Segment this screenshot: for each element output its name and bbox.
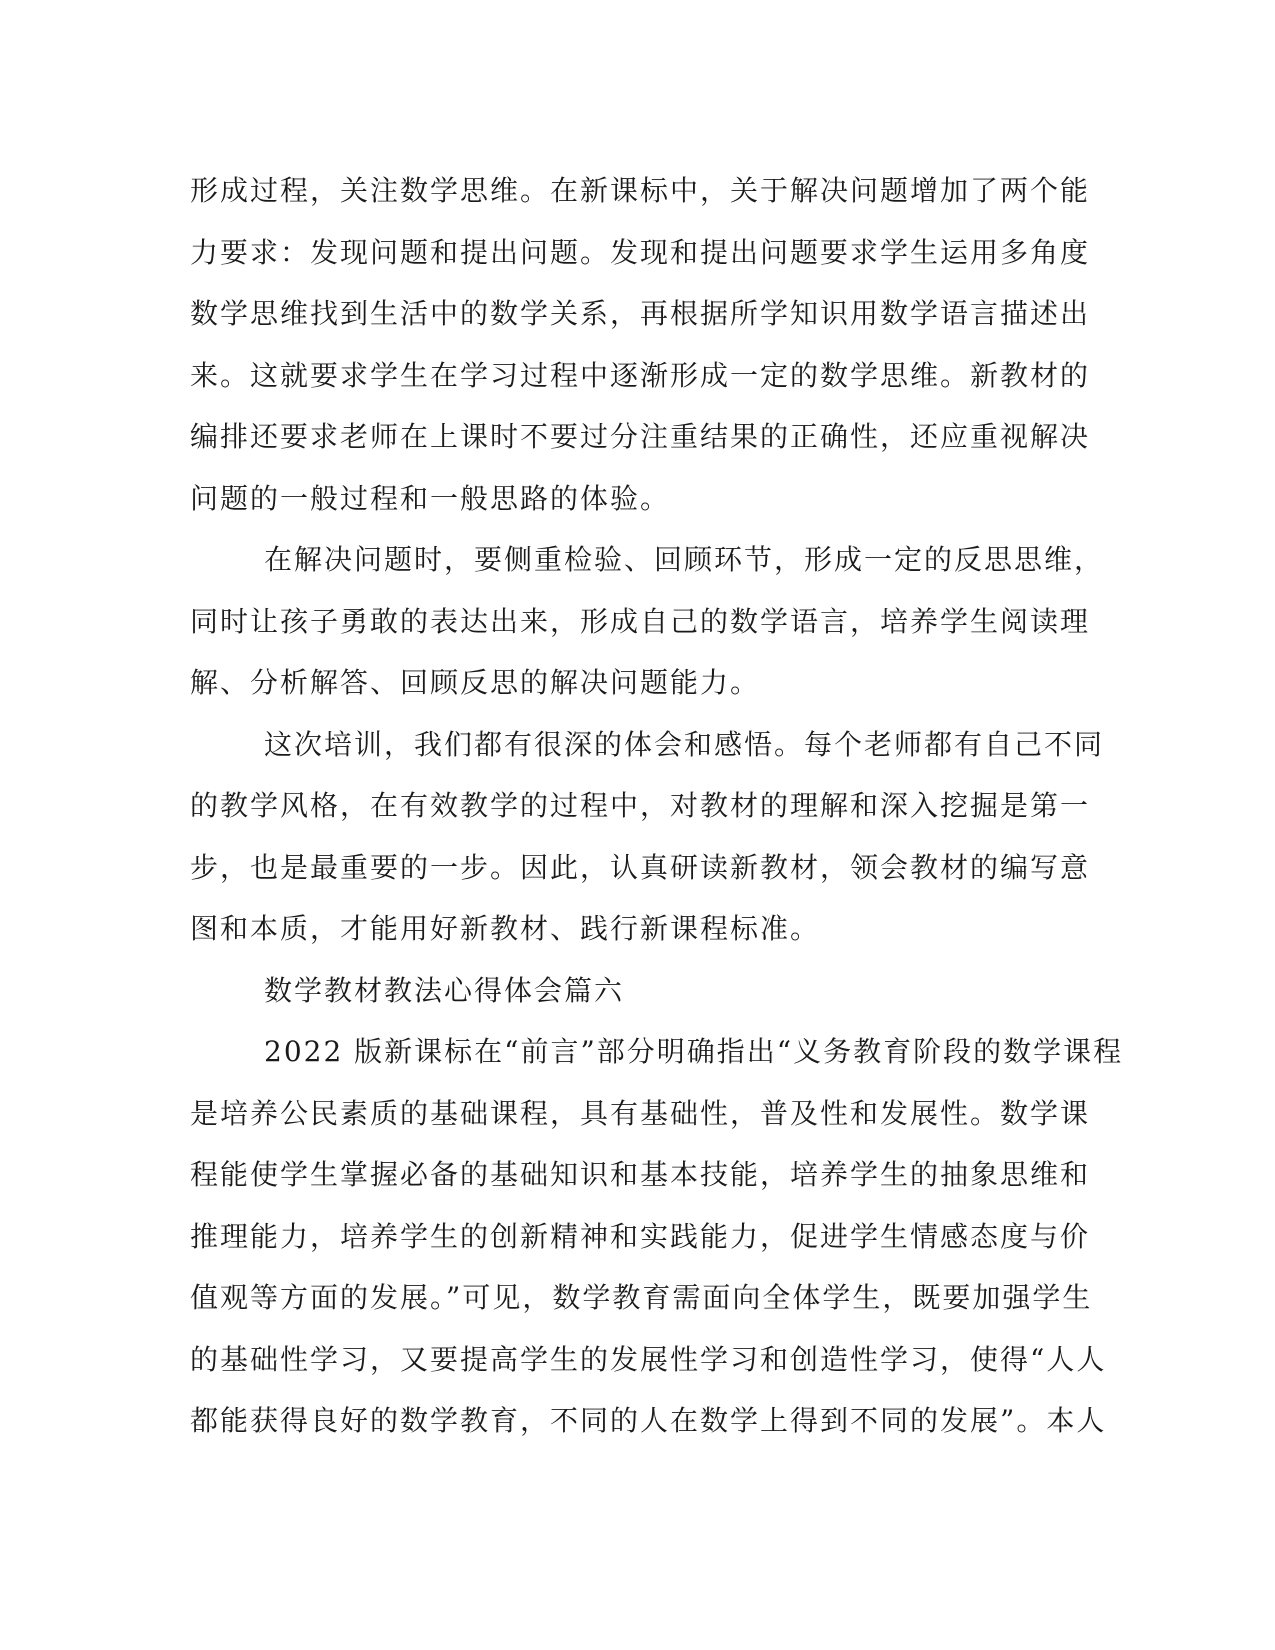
body-text [190, 160, 1124, 1452]
text-line: 编排还要求老师在上课时不要过分注重结果的正确性，还应重视解决 [190, 420, 1091, 453]
section-heading: 数学教材教法心得体会篇六 [264, 973, 625, 1007]
text-line: 在解决问题时，要侧重检验、回顾环节，形成一定的反思思维， [264, 543, 1105, 576]
text-line: 值观等方面的发展。”可见，数学教育需面向全体学生，既要加强学生 [190, 1281, 1093, 1314]
text-line: 程能使学生掌握必备的基础知识和基本技能，培养学生的抽象思维和 [190, 1158, 1091, 1191]
text-line: 形成过程，关注数学思维。在新课标中，关于解决问题增加了两个能 [190, 174, 1091, 207]
text-line: 图和本质，才能用好新教材、践行新课程标准。 [190, 912, 821, 945]
text-line: 解、分析解答、回顾反思的解决问题能力。 [190, 666, 761, 699]
text-line: 数学思维找到生活中的数学关系，再根据所学知识用数学语言描述出 [190, 297, 1091, 330]
text-line: 力要求：发现问题和提出问题。发现和提出问题要求学生运用多角度 [190, 235, 1091, 269]
text-line: 的基础性学习，又要提高学生的发展性学习和创造性学习，使得“人人 [190, 1342, 1107, 1376]
text-line: 是培养公民素质的基础课程，具有基础性，普及性和发展性。数学课 [190, 1096, 1091, 1130]
text-line: 2022 版新课标在“前言”部分明确指出“义务教育阶段的数学课程 [264, 1035, 1124, 1068]
text-line: 这次培训，我们都有很深的体会和感悟。每个老师都有自己不同 [264, 727, 1105, 761]
text-line: 来。这就要求学生在学习过程中逐渐形成一定的数学思维。新教材的 [190, 358, 1091, 392]
text-line: 同时让孩子勇敢的表达出来，形成自己的数学语言，培养学生阅读理 [190, 604, 1091, 638]
text-line: 步，也是最重要的一步。因此，认真研读新教材，领会教材的编写意 [190, 850, 1091, 884]
text-line: 的教学风格，在有效教学的过程中，对教材的理解和深入挖掘是第一 [190, 789, 1091, 822]
text-line: 问题的一般过程和一般思路的体验。 [190, 481, 671, 515]
text-line: 推理能力，培养学生的创新精神和实践能力，促进学生情感态度与价 [190, 1219, 1091, 1253]
text-line: 都能获得良好的数学教育，不同的人在数学上得到不同的发展”。本人 [190, 1404, 1107, 1437]
